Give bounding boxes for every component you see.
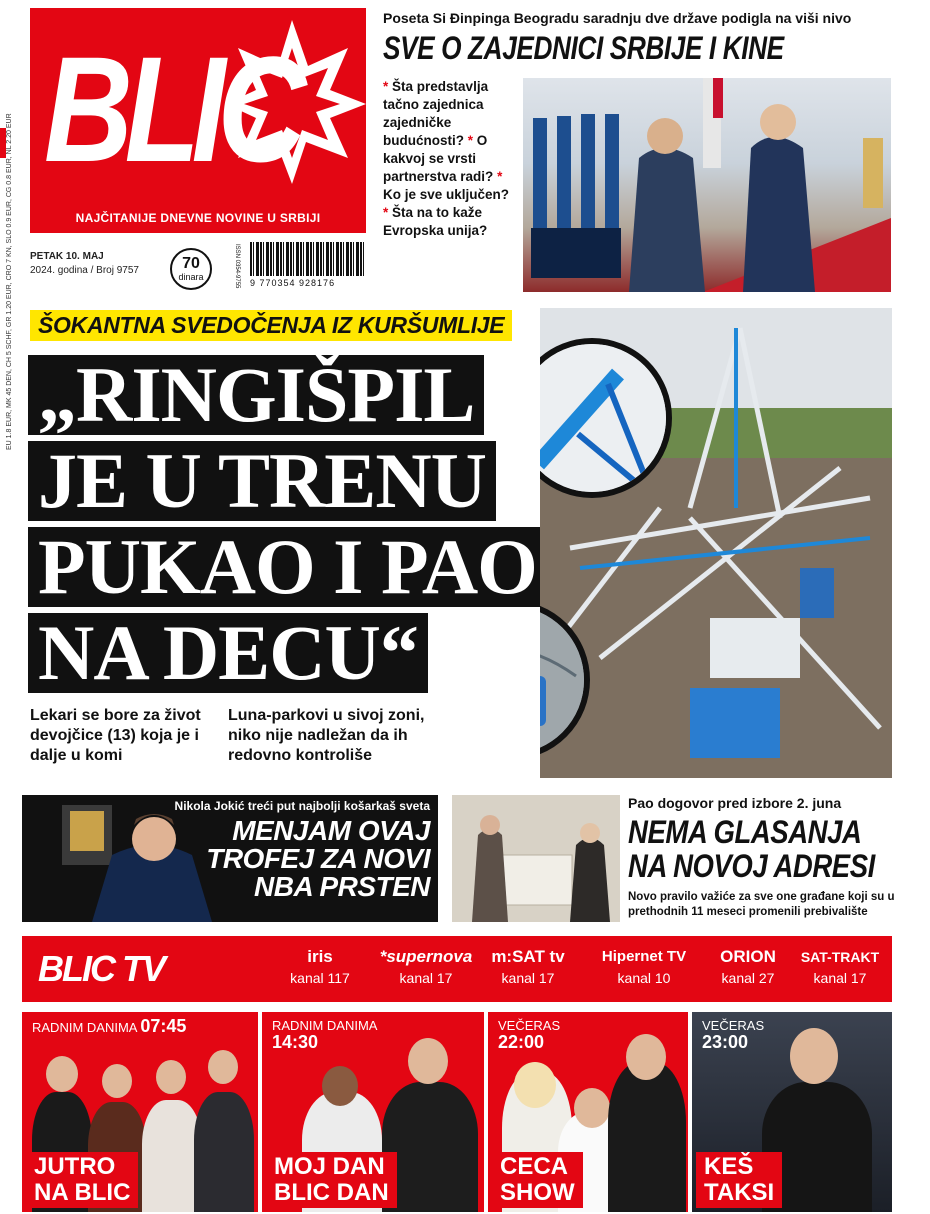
price-unit: dinara [178,272,204,282]
host-face [102,1064,132,1098]
tv-channel[interactable] [478,944,578,986]
main-story-sub-left[interactable]: Lekari se bore za život devojčice (13) koja je i dalje u komi [30,707,201,764]
show-when: RADNIM DANIMA [272,1018,378,1033]
issue-number: 2024. godina / Broj 9757 [30,265,139,276]
top-story-bullets: * Šta predstavlja tačno zajednica zajedničke budućnosti? * O kakvoj se vrsti partnerstva radi? * Ko je sve uključen? * Šta na to kaže Evropska unija? [383,79,510,238]
side-prices: EU 1.8 EUR, MK 45 DEN, CH 5 SCHF, GR 1.20 EUR, CRO 7 KN, SLO 0.9 EUR, CG 0.8 EUR, NL 2.20 EUR [6,113,13,450]
show-hour: 14:30 [272,1032,319,1052]
host-face [156,1060,186,1094]
headline-line: NEMA GLASANJA [628,814,862,850]
host-face [790,1028,838,1084]
show-title [266,1152,397,1208]
title-line: NA BLIC [34,1179,131,1206]
headline-line: „RINGIŠPIL [28,355,484,435]
host-face [322,1066,358,1106]
election-headline[interactable] [628,814,875,884]
channel-name: *supernova [379,947,473,966]
headline-line: PUKAO I PAO [28,527,547,607]
date-line: PETAK 10. MAJ [30,251,104,262]
price-badge [170,248,212,290]
channel-name: m:SAT tv [491,947,565,966]
issue-date [30,250,139,278]
election-photo[interactable] [452,795,620,922]
bullet-item: O kakvoj se vrsti partnerstva radi? [383,133,494,184]
top-story-kicker[interactable]: Poseta Si Đinpinga Beogradu saradnju dve države podigla na viši nivo [383,10,852,26]
show-title [696,1152,782,1208]
sport-story[interactable] [22,795,438,922]
host-face [208,1050,238,1084]
channel-number: kanal 10 [617,970,671,986]
tv-channel[interactable] [790,944,890,986]
channel-name: ORION [720,947,776,966]
title-line: CECA [500,1153,569,1180]
tv-channel[interactable] [270,944,370,986]
bullet-item: Šta na to kaže Evropska unija? [383,205,488,238]
title-line: TAKSI [704,1179,775,1206]
barcode [228,242,368,290]
channel-name: iris [307,947,333,966]
headline-line: JE U TRENU [28,441,496,521]
show-time [702,1018,764,1052]
show-hour: 07:45 [140,1016,187,1036]
show-hour: 23:00 [702,1032,749,1052]
title-line: BLIC DAN [274,1179,389,1206]
jokic-trophy-image [22,795,212,922]
top-story-photo[interactable] [523,78,891,292]
host-face [626,1034,666,1080]
barcode-bars [250,242,366,276]
blic-tv-logo[interactable]: BLIC TV [38,948,164,989]
carousel-arm-image [540,344,666,492]
bullet-item: Šta predstavlja tačno zajednica zajedničke budućnosti? [383,79,489,148]
channel-number: kanal 27 [721,970,775,986]
title-line: JUTRO [34,1153,116,1180]
host-figure [142,1100,202,1212]
tv-channel[interactable] [698,944,798,986]
channel-name: Hipernet TV [601,948,687,965]
barcode-number: 9 770354 928176 [250,278,336,288]
title-line: KEŠ [704,1153,754,1180]
logo-tagline: NAJČITANIJE DNEVNE NOVINE U SRBIJI [75,211,321,225]
top-story-headline[interactable]: SVE O ZAJEDNICI SRBIJE I KINE [383,30,784,66]
main-story-sub-right[interactable]: Luna-parkovi u sivoj zoni, niko nije nadležan da ih redovno kontroliše [228,707,425,764]
price-value: 70 [182,255,200,272]
sport-headline: MENJAM OVAJ TROFEJ ZA NOVI NBA PRSTEN [206,815,430,902]
host-figure [194,1092,254,1212]
show-when: RADNIM DANIMA [32,1020,137,1035]
tv-channel[interactable] [376,944,476,986]
issn: ISSN 0354-9755 [234,244,240,289]
channel-number: kanal 17 [501,970,555,986]
show-title [26,1152,138,1208]
tv-show-card[interactable] [22,1012,258,1212]
title-line: SHOW [500,1179,575,1206]
show-when: VEČERAS [498,1018,561,1033]
show-time [32,1018,186,1036]
main-story-kicker[interactable]: ŠOKANTNA SVEDOČENJA IZ KURŠUMLIJE [30,310,512,341]
tv-show-card[interactable] [488,1012,688,1212]
polling-station-image [452,795,620,922]
title-line: MOJ DAN [274,1153,385,1180]
blic-logo[interactable] [30,8,366,233]
tv-show-card[interactable] [262,1012,484,1212]
show-time [498,1018,560,1052]
channel-number: kanal 17 [813,970,867,986]
host-figure [608,1062,686,1212]
channel-number: kanal 17 [399,970,453,986]
channel-number: kanal 117 [290,970,350,986]
show-hour: 22:00 [498,1032,545,1052]
main-story-photo[interactable] [540,308,892,778]
headline-line: NA NOVOJ ADRESI [628,848,875,884]
host-face [408,1038,448,1084]
election-kicker[interactable]: Pao dogovor pred izbore 2. juna [628,795,842,811]
host-face [514,1062,556,1108]
channel-name: SAT-TRAKT [800,949,880,965]
tv-show-card[interactable] [692,1012,892,1212]
host-face [46,1056,78,1092]
show-when: VEČERAS [702,1018,765,1033]
show-time [272,1018,377,1052]
blic-tv-band [22,936,892,1002]
bullet-item: Ko je sve uključen? [383,187,510,202]
host-face [574,1088,610,1128]
logo-wordmark: BLIC [44,25,299,193]
tv-channel[interactable] [592,944,696,986]
sport-kicker: Nikola Jokić treći put najbolji košarkaš sveta [174,799,430,813]
headline-line: NA DECU“ [28,613,428,693]
show-title [492,1152,583,1208]
guard-of-honour-image [523,78,891,292]
main-story-headline[interactable] [28,351,537,696]
election-body: Novo pravilo važiće za sve one građane koji su u prethodnih 11 meseci promenili prebivalište [628,891,895,918]
